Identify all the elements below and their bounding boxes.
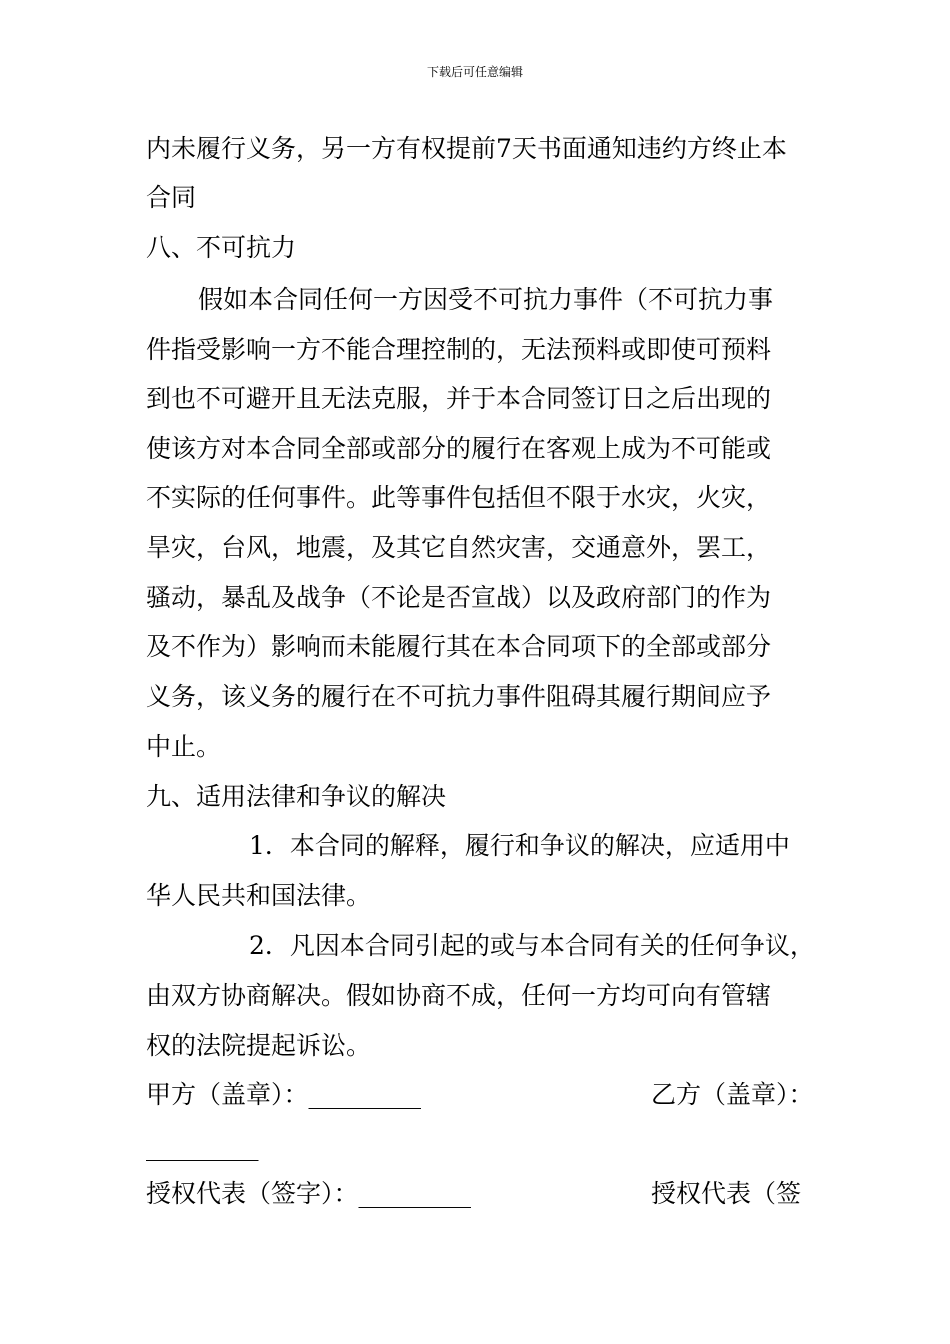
body-line: 使该方对本合同全部或部分的履行在客观上成为不可能或 bbox=[146, 434, 772, 463]
party-b-seal: 乙方（盖章）： bbox=[651, 1080, 814, 1109]
body-line: 骚动，暴乱及战争（不论是否宣战）以及政府部门的作为 bbox=[146, 583, 772, 612]
section-heading: 八、不可抗力 bbox=[146, 233, 297, 262]
body-line: 义务，该义务的履行在不可抗力事件阻碍其履行期间应予 bbox=[146, 682, 772, 711]
body-line: 中止。 bbox=[146, 732, 222, 761]
body-line: 由双方协商解决。假如协商不成，任何一方均可向有管辖 bbox=[146, 981, 772, 1010]
body-line: 旱灾，台风，地震，及其它自然灾害，交通意外，罢工， bbox=[146, 533, 772, 562]
body-line: 到也不可避开且无法克服，并于本合同签订日之后出现的 bbox=[146, 384, 772, 413]
body-line: 2．凡因本合同引起的或与本合同有关的任何争议， bbox=[249, 931, 815, 960]
body-line: 不实际的任何事件。此等事件包括但不限于水灾，火灾， bbox=[146, 483, 772, 512]
body-line: 假如本合同任何一方因受不可抗力事件（不可抗力事 bbox=[198, 285, 774, 314]
party-a-representative: 授权代表（签字）：_________ bbox=[146, 1179, 472, 1208]
body-line: 权的法院提起诉讼。 bbox=[146, 1031, 372, 1060]
party-a-seal: 甲方（盖章）：_________ bbox=[146, 1080, 422, 1109]
body-line: 华人民共和国法律。 bbox=[146, 881, 372, 910]
body-line: 合同 bbox=[146, 183, 197, 212]
body-line: 件指受影响一方不能合理控制的，无法预料或即使可预料 bbox=[146, 335, 772, 364]
party-b-representative: 授权代表（签 bbox=[651, 1179, 802, 1208]
section-heading: 九、适用法律和争议的解决 bbox=[146, 782, 447, 811]
body-line: 内未履行义务，另一方有权提前7天书面通知违约方终止本 bbox=[146, 134, 787, 163]
body-line: 1．本合同的解释，履行和争议的解决，应适用中 bbox=[249, 831, 790, 860]
party-b-seal-blank: _________ bbox=[146, 1132, 259, 1161]
body-line: 及不作为）影响而未能履行其在本合同项下的全部或部分 bbox=[146, 632, 772, 661]
page-header: 下载后可任意编辑 bbox=[426, 65, 523, 79]
